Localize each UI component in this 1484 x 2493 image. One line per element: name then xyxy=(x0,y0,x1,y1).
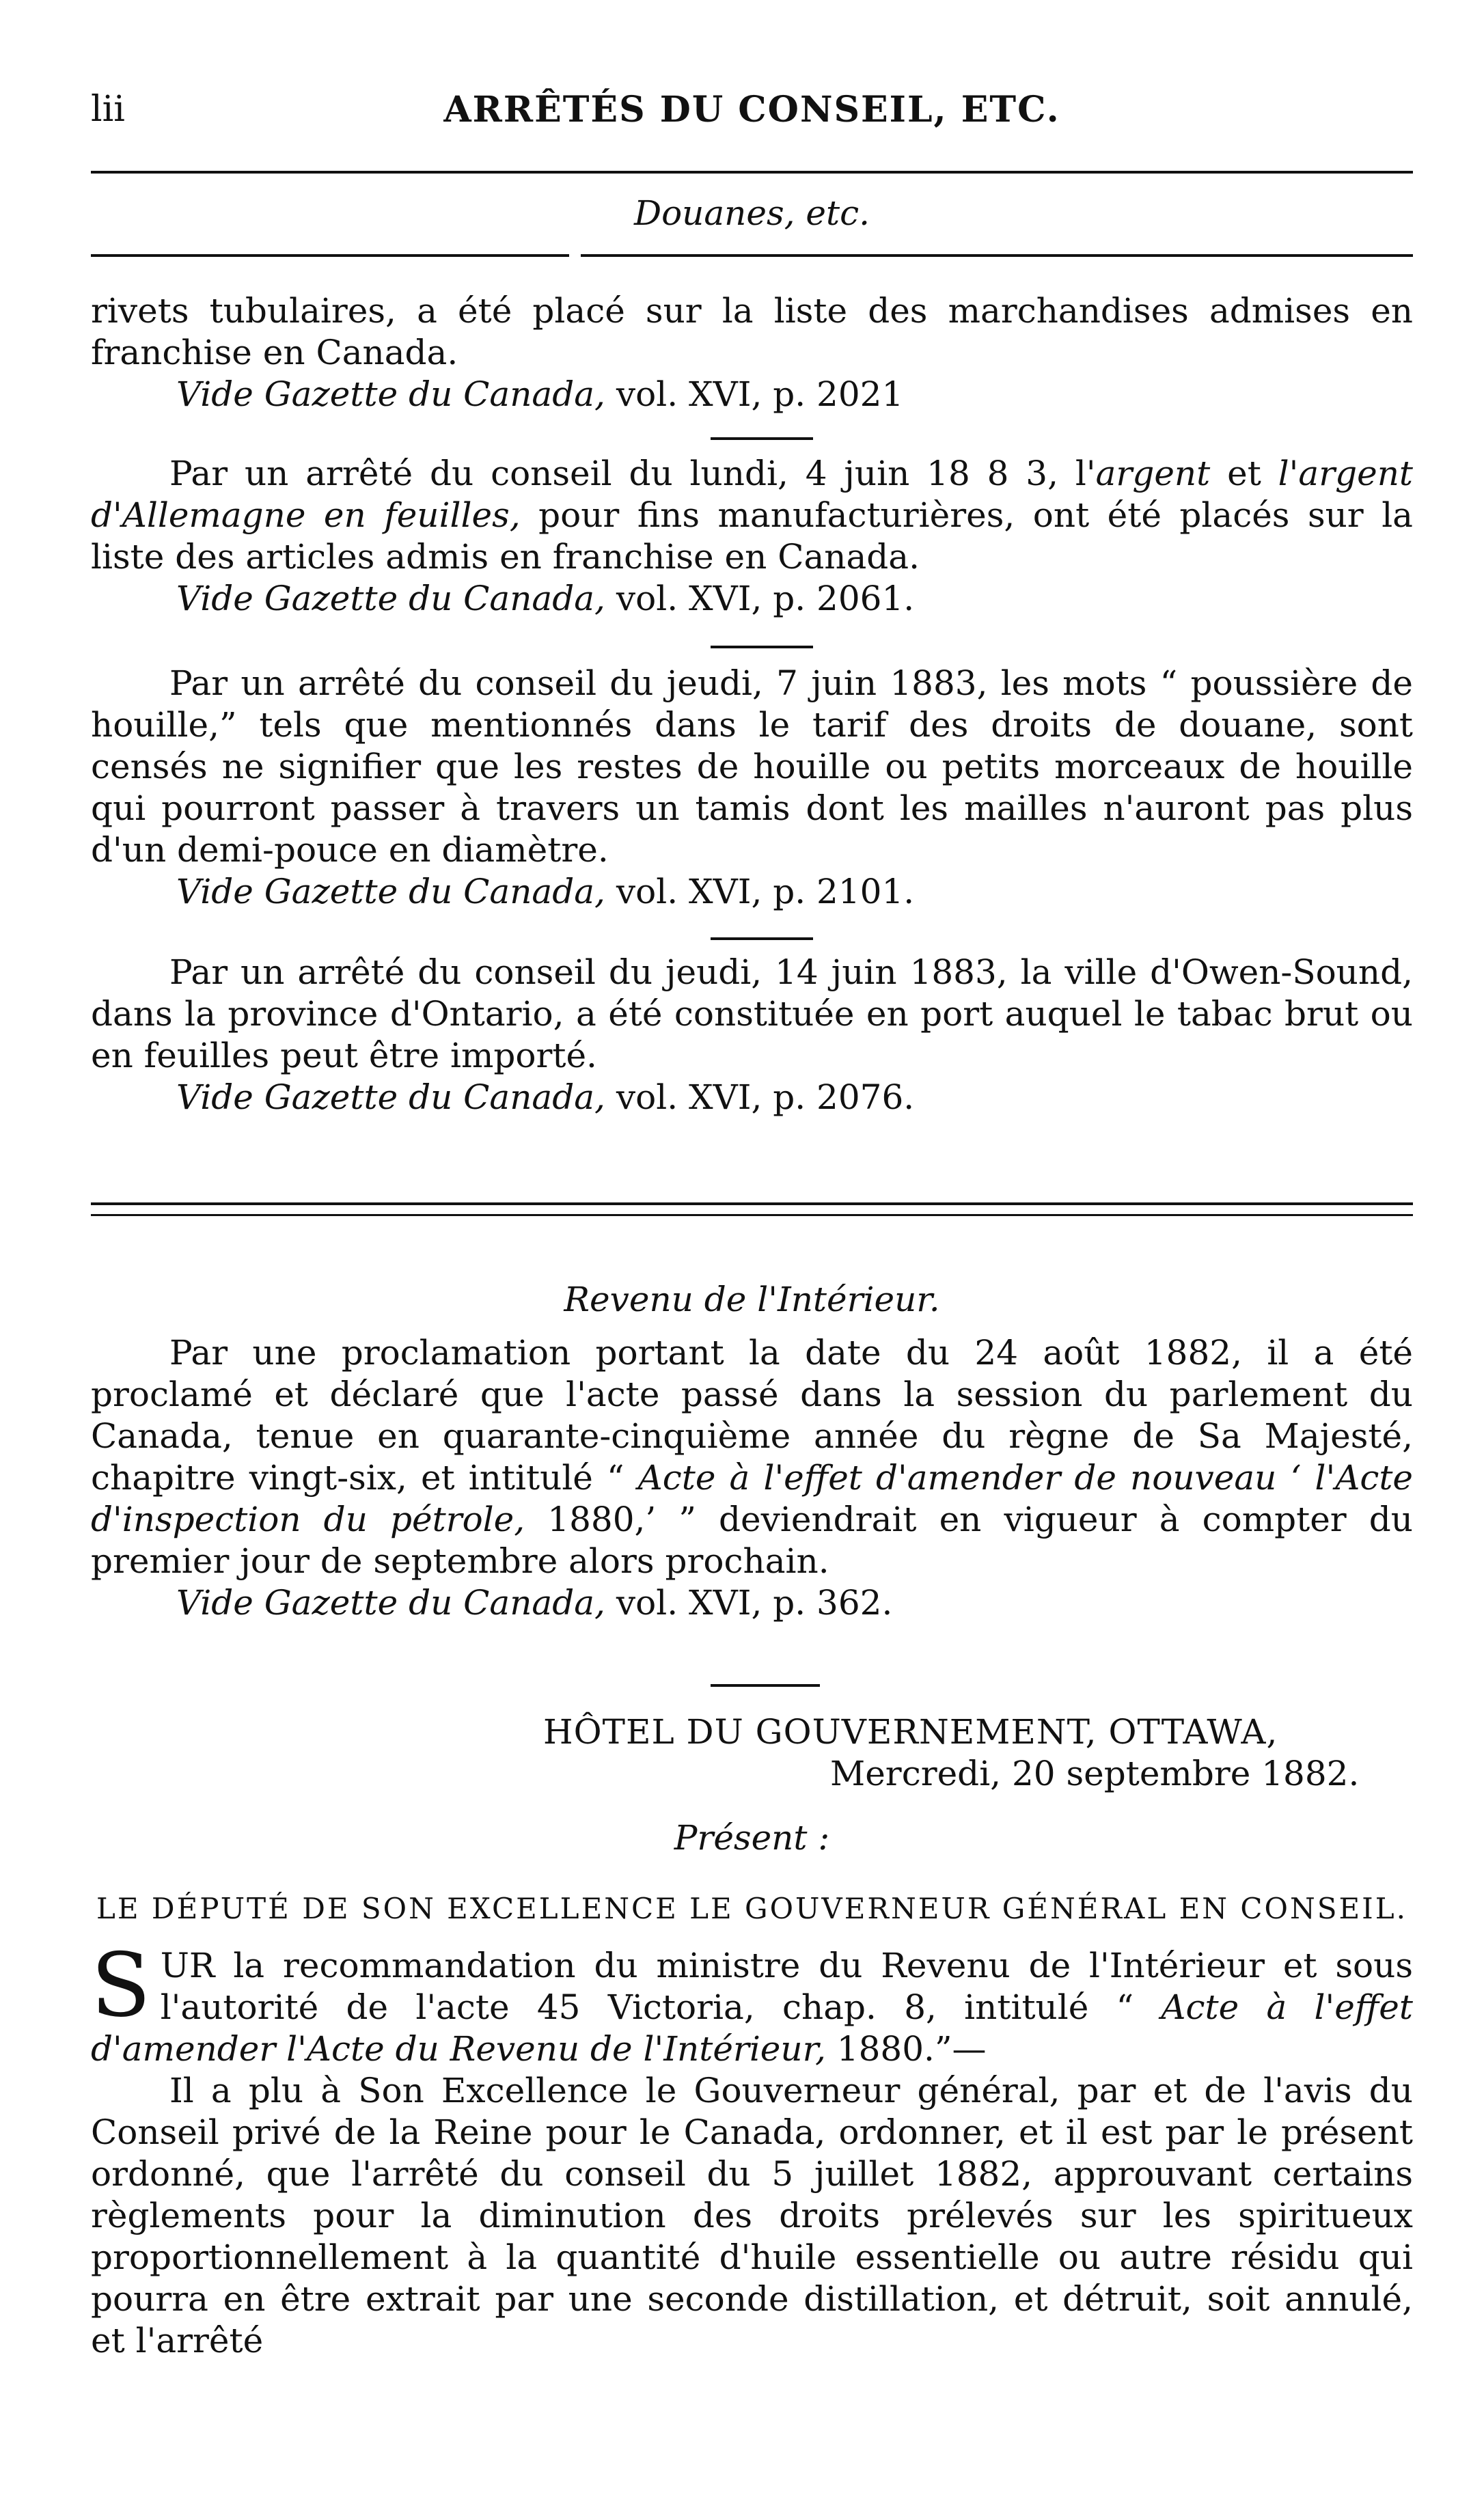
douanes-entry-4 xyxy=(91,952,1413,1118)
entry-italic: Acte à l'effet d'amender de nouveau ‘ l'Acte d'inspection du pétrole, xyxy=(91,1458,1414,1539)
entry-tail: 1880.”— xyxy=(825,2029,987,2069)
section-rule-right xyxy=(581,254,1413,257)
entry-text xyxy=(91,1935,1413,2070)
place: HÔTEL DU GOUVERNEMENT, OTTAWA, xyxy=(543,1712,1278,1752)
entry-text xyxy=(91,1332,1413,1582)
page-number: lii xyxy=(91,89,125,130)
gazette-title: Vide Gazette du Canada, xyxy=(176,872,605,911)
council-heading: LE DÉPUTÉ DE SON EXCELLENCE LE GOUVERNEUR GÉNÉRAL EN CONSEIL. xyxy=(96,1892,1407,1925)
drop-cap: S xyxy=(91,1935,151,2037)
entry-text: Il a plu à Son Excellence le Gouverneur général, par et de l'avis du Conseil privé de la Reine pour le Canada, ordonner, et il est par le présent ordonné, que l'arrêté du conseil du 5 juillet 1882, approuvant certains règlements pour la diminution des droits prélevés sur les spiritueux proportionnellement à la quantité d'huile essentielle ou autre résidu qui pourra en être extrait par une seconde distillation, et détruit, soit annulé, et l'arrêté xyxy=(91,2071,1413,2360)
entry-lead: Par un arrêté du conseil du lundi, 4 juin 18 8 3, l' xyxy=(169,454,1096,493)
running-head xyxy=(91,89,1413,137)
present-heading: Présent : xyxy=(674,1818,830,1858)
entry-italic: Acte à l'effet d'amender l'Acte du Revenu de l'Intérieur, xyxy=(91,1987,1413,2069)
gazette-title: Vide Gazette du Canada, xyxy=(176,1077,605,1117)
entry-tail: 1880,’ ” deviendrait en vigueur à compter du premier jour de septembre alors prochain. xyxy=(91,1500,1414,1581)
date-line xyxy=(830,1753,1413,1795)
running-title: ARRÊTÉS DU CONSEIL, ETC. xyxy=(443,89,1060,130)
gazette-volume: vol. XVI, p. 2076. xyxy=(616,1077,915,1117)
gazette-reference xyxy=(91,578,1413,620)
entry-lead: UR la recommandation du ministre du Revenu de l'Intérieur et sous l'autorité de l'acte 45 Victoria, chap. 8, intitulé “ xyxy=(160,1946,1413,2027)
section-heading-douanes: Douanes, etc. xyxy=(633,193,870,233)
entry-text: rivets tubulaires, a été placé sur la liste des marchandises admises en franchise en Canada. xyxy=(91,291,1413,372)
gazette-title: Vide Gazette du Canada, xyxy=(176,579,605,618)
recommendation-paragraph xyxy=(91,1935,1413,2070)
entry-separator xyxy=(711,1684,820,1687)
section-double-rule-bottom xyxy=(91,1214,1413,1216)
entry-tail: pour fins manufacturières, ont été placés sur la liste des articles admis en franchise en Canada. xyxy=(91,495,1413,577)
gazette-volume: vol. XVI, p. 2021 xyxy=(616,374,904,414)
place-line xyxy=(543,1711,1413,1753)
gazette-reference xyxy=(91,1582,1413,1624)
section-double-rule-top xyxy=(91,1202,1413,1205)
gazette-volume: vol. XVI, p. 2061. xyxy=(616,579,915,618)
section-rule-left xyxy=(91,254,569,257)
douanes-entry-2 xyxy=(91,453,1413,620)
entry-separator xyxy=(711,437,813,440)
gazette-reference xyxy=(91,871,1413,913)
section-heading-revenu: Revenu de l'Intérieur. xyxy=(564,1280,940,1319)
entry-conjunction: et xyxy=(1210,454,1278,493)
gazette-reference xyxy=(91,374,1413,415)
douanes-entry-3 xyxy=(91,663,1413,913)
date: Mercredi, 20 septembre 1882. xyxy=(830,1754,1360,1793)
entry-text xyxy=(91,453,1413,578)
entry-text: Par un arrêté du conseil du jeudi, 14 juin 1883, la ville d'Owen-Sound, dans la province d'Ontario, a été constituée en port auquel le tabac brut ou en feuilles peut être importé. xyxy=(91,952,1413,1075)
gazette-title: Vide Gazette du Canada, xyxy=(176,374,605,414)
header-rule xyxy=(91,171,1413,174)
gazette-volume: vol. XVI, p. 2101. xyxy=(616,872,915,911)
gazette-reference xyxy=(91,1077,1413,1118)
entry-italic-2: l'argent d'Allemagne en feuilles, xyxy=(91,454,1413,535)
entry-lead: Par une proclamation portant la date du 24 août 1882, il a été proclamé et déclaré que l'acte passé dans la session du parlement du Canada, tenue en quarante-cinquième année du règne de Sa Majesté, chapitre vingt-six, et intitulé “ xyxy=(91,1333,1413,1498)
entry-separator xyxy=(711,937,813,940)
revenu-proclamation xyxy=(91,1332,1413,1624)
douanes-entry-1 xyxy=(91,290,1413,415)
entry-text: Par un arrêté du conseil du jeudi, 7 juin 1883, les mots “ poussière de houille,” tels que mentionnés dans le tarif des droits de douane, sont censés ne signifier que les restes de houille ou petits morceaux de houille qui pourront passer à travers un tamis dont les mailles n'auront pas plus d'un demi-pouce en diamètre. xyxy=(91,663,1413,870)
order-paragraph xyxy=(91,2070,1413,2362)
entry-separator xyxy=(711,646,813,648)
gazette-volume: vol. XVI, p. 362. xyxy=(616,1583,893,1623)
gazette-title: Vide Gazette du Canada, xyxy=(176,1583,605,1623)
entry-italic-1: argent xyxy=(1095,454,1211,493)
